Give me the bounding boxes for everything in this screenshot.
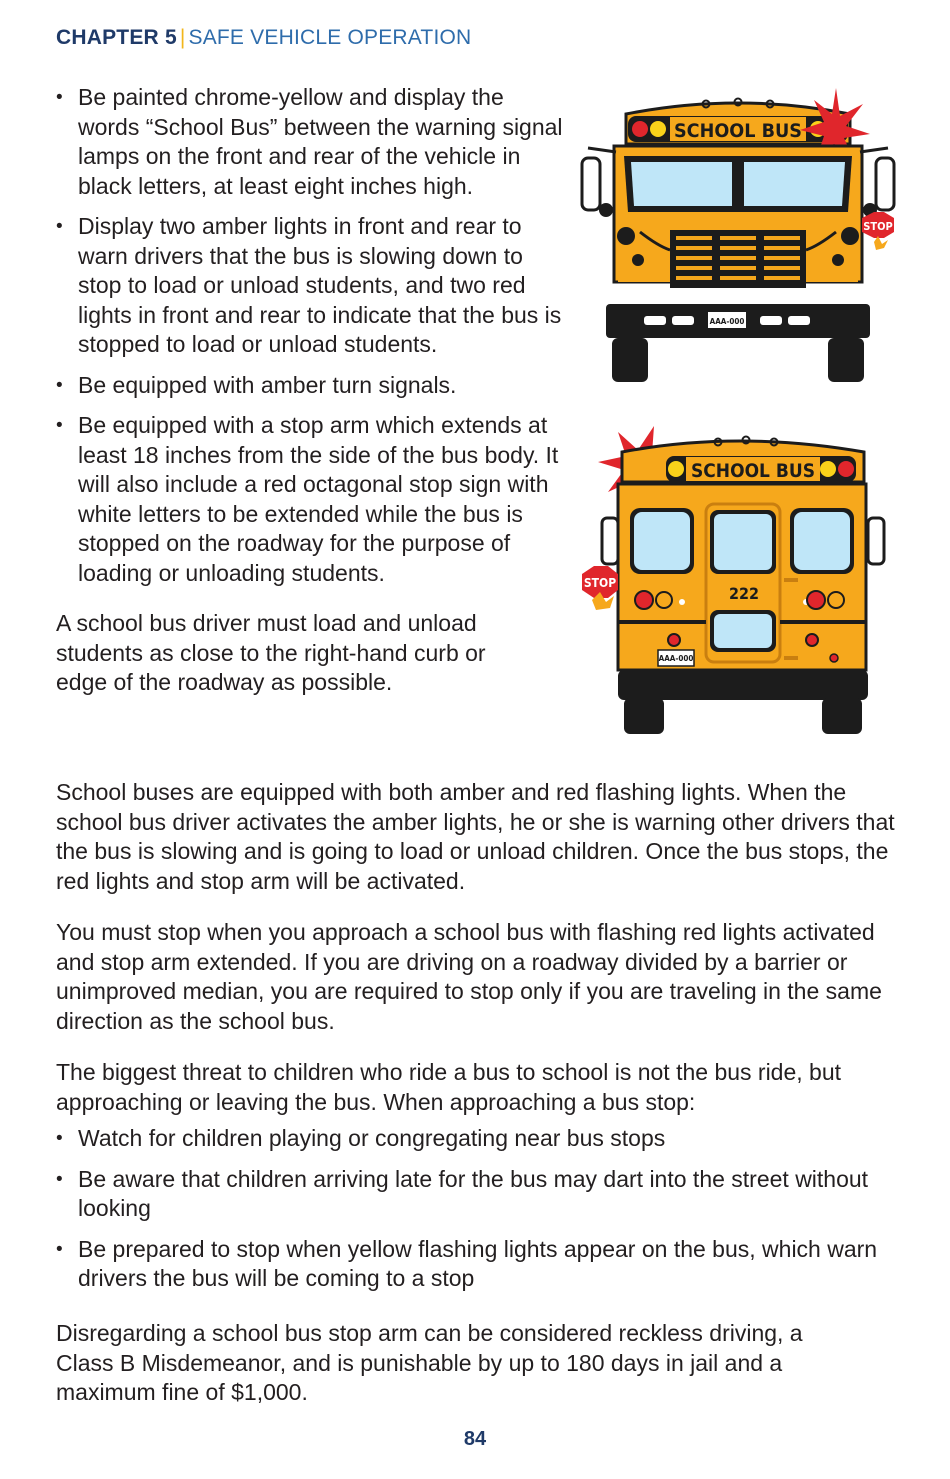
- requirement-item: • Display two amber lights in front and rear to warn drivers that the bus is slowing down to stop to load or unload students, and two red lights in front and rear to indicate that the bus is stopped to load or unload students.: [56, 212, 566, 360]
- bus-stop-tips-list: [56, 1124, 901, 1294]
- front-stop-sign-text: STOP: [863, 220, 893, 233]
- rear-plate-text: AAA-000: [658, 654, 694, 663]
- tip-item: • Be prepared to stop when yellow flashing lights appear on the bus, which warn drivers the bus will be coming to a stop: [56, 1235, 901, 1294]
- stop-paragraph: You must stop when you approach a school bus with flashing red lights activated and stop arm extended. If you are driving on a roadway divided by a barrier or unimproved median, you are required to stop only if you are traveling in the same direction as the school bus.: [56, 919, 882, 1034]
- rear-bus-sign-text: SCHOOL BUS: [691, 460, 815, 482]
- rear-stop-sign-text: STOP: [583, 576, 617, 590]
- school-bus-front-illustration: [578, 86, 898, 386]
- requirements-list: [56, 83, 566, 588]
- lights-section: [56, 778, 906, 896]
- front-bus-sign-text: SCHOOL BUS: [674, 120, 802, 142]
- page-number: 84: [463, 1428, 487, 1450]
- section-title: SAFE VEHICLE OPERATION: [188, 26, 472, 49]
- threat-section: [56, 1058, 901, 1305]
- front-plate-text: AAA-000: [709, 317, 745, 326]
- lights-paragraph: School buses are equipped with both amber and red flashing lights. When the school bus driver activates the amber lights, he or she is warning other drivers that the bus is slowing and is going to load or unload children. Once the bus stops, the red lights and stop arm will be activated.: [56, 779, 895, 894]
- curb-paragraph: A school bus driver must load and unload students as close to the right-hand curb or edge of the roadway as possible.: [56, 610, 486, 695]
- rear-bus-number: 222: [728, 584, 760, 603]
- running-header: [56, 26, 471, 50]
- penalty-paragraph: Disregarding a school bus stop arm can be considered reckless driving, a Class B Misdemeanor, and is punishable by up to 180 days in jail and a maximum fine of $1,000.: [56, 1320, 803, 1405]
- stop-section: [56, 918, 906, 1036]
- header-separator: |: [179, 26, 186, 49]
- requirement-item: • Be equipped with a stop arm which extends at least 18 inches from the side of the bus body. It will also include a red octagonal stop sign with white letters to be extended while the bus is stopped on the roadway for the purpose of loading or unloading students.: [56, 411, 566, 588]
- school-bus-rear-illustration: [578, 424, 898, 738]
- threat-paragraph: The biggest threat to children who ride a bus to school is not the bus ride, but approaching or leaving the bus. When approaching a bus stop:: [56, 1059, 842, 1115]
- tip-item: • Watch for children playing or congregating near bus stops: [56, 1124, 901, 1154]
- penalty-section: [56, 1319, 906, 1408]
- requirement-item: • Be equipped with amber turn signals.: [56, 371, 566, 401]
- requirement-item: • Be painted chrome-yellow and display the words “School Bus” between the warning signal lamps on the front and rear of the vehicle in black letters, at least eight inches high.: [56, 83, 566, 201]
- tip-item: • Be aware that children arriving late for the bus may dart into the street without looking: [56, 1165, 901, 1224]
- left-column: [56, 83, 566, 698]
- chapter-label: CHAPTER 5: [56, 26, 177, 49]
